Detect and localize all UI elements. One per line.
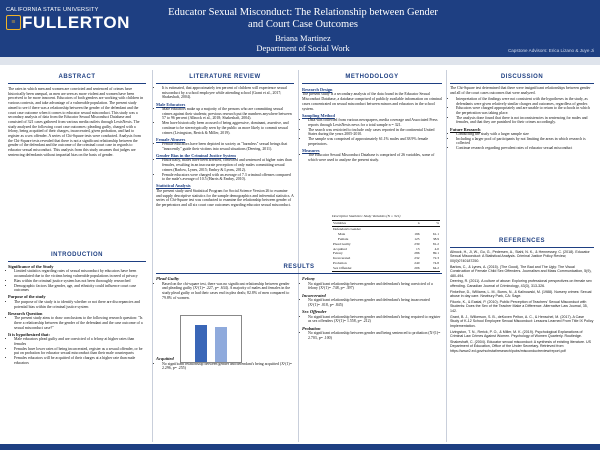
literature-intro-list [156,86,294,100]
list-item: • No significant relationship between gender and defendant's being convicted of a felony (X²(1)= .748, p= .397) [308,282,442,291]
table-cell-percent: 89.1 [432,251,439,256]
methodology-text [302,86,442,164]
literature-text [156,86,294,209]
probation-list [302,331,442,340]
sampling-method-title: Sampling Method [302,112,335,118]
table-cell-label: Felony [333,251,343,256]
research-question-title: Research Question [8,310,43,316]
list-item: • The analysis done found that there is not inconsistencies in sentencing for males and females, and that they are punished for their crimes accordingly. [456,116,594,125]
purpose-list [8,300,146,309]
discussion-text [450,86,594,152]
results-heading: RESULTS [283,264,315,270]
abstract-heading: ABSTRACT [58,74,96,80]
list-item: • Male educators make up a majority of the persons who are committing sexual crimes against their students; previous research put the numbers anywhere between 57 to 96 percent (Allnock et al., 2018; Shakeshaft, 2004). [162,107,294,121]
list-item: • Demographic factors like gender, age, and ethnicity could influence court case outcomes [14,284,146,293]
felony-title: Felony [302,276,315,281]
author-name: Briana Martinez [275,33,331,43]
table-cell-label: Male [338,231,346,236]
abstract-rule [8,83,146,84]
table-cell-percent: 4.0 [434,246,439,251]
introduction-rule [8,261,146,262]
discussion-heading: DISCUSSION [500,74,544,80]
university-logo [6,7,154,51]
table-cell-label: Sex Offender [333,266,352,271]
table-cell-n: 286 [414,251,420,256]
measures-title: Measures [302,147,320,153]
introduction-text [8,264,146,367]
column-divider [298,70,299,442]
female-abusers-list [156,142,294,151]
table-cell-n: 240 [414,261,420,266]
literature-rule [156,83,294,84]
chart-bar-female [215,327,227,362]
felony-list [302,282,442,291]
table-cell-percent: 64.2 [432,266,439,271]
table-cell-label: Acquitted [333,246,347,251]
references-rule [450,247,594,248]
hypothesis-list [8,337,146,365]
table-cell-percent: 72.3 [432,256,439,261]
literature-heading: LITERATURE REVIEW [189,74,261,80]
table-cell-n: 196 [414,231,420,236]
plead-guilty-title: Plead Guilty [156,276,180,281]
references-heading: REFERENCES [498,238,545,244]
list-item: • Educators were charged appropriately and are unable to return to the schools in which the perpetration was taking place. [456,106,594,115]
discussion-rule [450,83,594,84]
research-design-text: The present study is a secondary analysis of the data found in the Educator Sexual Misconduct Database, a database comprised of publicly available information on criminal cases concentrated on sexual misconduct between minors and educators in the school system. [302,92,442,111]
table-cell-n: 232 [414,256,420,261]
university-crest-icon: ≡ [6,15,21,30]
statistical-analysis-text: The present study used Statistical Program for Social Science Version 26 to examine and supply descriptive statistics for the sample demographics and inferential statistics. A series of Chi-Square test was conducted to examine the relationship between gender of the perpetrators and all six court case outcomes regarding educator sexual misconduct. [156,188,294,207]
table-cell-label: Female [338,236,349,241]
table-caption: Descriptive Statistics: Study Variables (N = 321) [332,214,401,218]
list-item: • Female educators were charged with an average of 7.3 criminal offenses compared to the male's average of 10.5 (Harris & Embry, 2010). [162,173,294,182]
table-cell-label: Plead Guilty [333,241,351,246]
list-item: • Data was collected from various newspapers, media coverage and Associated Press reports through LexisNexis news for a total sample n = 321. [308,118,442,127]
reference-item: Barlow, C., & Lynes, A. (2015). (The Good), The Bad and The Ugly: The Visual Construction of Female Child Sex Offenders. Journalism and Mass Communication, 5(9), 480-494. [450,264,592,278]
sex-offender-list [302,315,442,324]
table-cell-n: 206 [414,266,420,271]
chart-bar-male [195,325,207,362]
plead-guilty-chart [180,315,242,363]
column-divider [446,70,447,442]
plead-guilty-list [156,282,294,301]
table-header-cell: % [436,221,439,225]
reference-item: Grant, B. J., Wilkerson, S. B., deKoven Pelton, A. C., & Henschel, M. (2017). A Case Study of K-12 School Employee Sexual Misconduct: Lessons Learned From Title IX Policy Implementation. [450,314,594,328]
department-name: Department of Social Work [256,43,350,53]
methodology-heading: METHODOLOGY [345,74,399,80]
purpose-title: Purpose of the study [8,294,46,300]
reference-item: Finkelhor, D., Williams, L. M., Burns, N., & Kalinowski, M. (1988). Nursery crimes: Sexual abuse in day care. Newbury Park, CA: Sage. [450,289,592,299]
sex-offender-title: Sex Offender [302,309,327,314]
table-cell-n: 125 [414,236,420,241]
header-band [0,57,600,65]
university-name: FULLERTON [22,13,131,32]
reference-item: Livingston, T. N., Rerick, P. O., & Miller, M. K. (2019). Psychological Explanations of Criminal Law Crimes Against Women. Psychology of Women Quarterly. Routledge. [450,329,583,338]
gender-bias-title: Gender Bias in the Criminal Justice System [156,153,236,159]
list-item: • No significant relationship between gender and defendant's being acquitted (X²(1)= 2.296, p= .255) [162,362,294,371]
university-system: CALIFORNIA STATE UNIVERSITY [6,7,99,13]
incarcerated-title: Incarcerated [302,292,326,298]
list-item: • The sample was comprised of approximately 61.1% males and 38.9% female perpetrators. [308,137,442,146]
list-item: • No significant relationship between gender and defendant's being incarcerated (X²(1)= .018, p= .845) [308,298,442,307]
table-header-cell: Variables [333,221,347,225]
list-item: • The search was restricted to include only cases reported in the continental United States during the years 2005-2010. [308,128,442,137]
poster-title: Educator Sexual Misconduct: The Relationship between Gender and Court Case Outcomes [168,7,438,30]
table-cell-percent: 81.2 [432,241,439,246]
male-educators-list [156,107,294,135]
table-cell-label: Probation [333,261,347,266]
author-block [160,33,446,53]
references-list [450,250,594,355]
abstract-body: The rates in which men and women are convicted and sentenced of crimes have historically been unequal, as men are seen as more violent and women have been perceived to be more innocent. Educators of both genders are working with children in various contexts, and take advantage of a vulnerable population. The present study aimed to see if there was a relationship between the gender of the defendant and the court case outcome when it comes to educator sexual misconduct. This study was a secondary analysis of data from the Educator Sexual Misconduct Database and consisted of 321 cases gathered from various media outlets through LexisNexis. The study analyzed the following court case outcomes: pleading guilty, charged with a felony, being acquitted of their charges, incarcerated, given probation, and had to register as a sex offender. A series of Chi-Square tests were conducted. Analysis from the Chi-Square tests revealed that there is not a significant relationship between the gender of the defendant and the outcome of the criminal court case in regards to educator sexual misconduct. This analysis from this study assumes that judges are sentencing defendants without impartial bias on the basis of gender. [8,87,144,157]
table-cell-percent: 74.8 [432,261,439,266]
significance-list [8,269,146,293]
reference-item: Deering, R. (2011). A culture of abuse: Exploring professional perspectives on female sex offending. Canadian Journal of Criminology, 43(3), 313-326. [450,279,592,288]
footer-band [0,444,600,450]
list-item: • The Educator Sexual Misconduct Database is comprised of 26 variables, some of which were used to analyze the present study. [308,153,442,162]
gender-bias-list [156,158,294,182]
incarcerated-list [302,298,442,307]
acquitted-title: Acquitted [156,355,174,361]
list-item: • Female educators have been depicted in society as "harmless" sexual beings that "innocently" guide their victims into sexual situations (Deering, 2011). [162,142,294,151]
list-item: • It is estimated, that approximately ten percent of children will experience sexual misconduct by a school employee while attending school (Grant et al., 2017; Shakeshaft, 2004). [162,86,294,100]
discussion-body: The Chi-Square test determined that there were insignificant relationships between gender and all of the court cases outcomes that were analyzed. [450,86,591,95]
results-right-text [302,276,442,342]
future-research-title: Future Research [450,126,481,132]
list-item: • Bias within the criminal justice system has not been thoroughly researched [14,279,146,284]
list-item: • The present study aims to draw conclusions to the following research question: "Is there a relationship between the gender of the defendant and the case outcome of a sexual misconduct case?" [14,316,146,330]
significance-title: Significance of the Study [8,264,54,269]
list-item: • Men have historically been accused of being aggressive, dominant, assertive, and continue to be stereotypically seen by the public as more likely to commit sexual crimes (Livingston, Rerick & Miller, 2019). [162,121,294,135]
reference-item: Allnock, H., Ji, W., Gu, G., Pedersen, A., Stahl, N. K., & Hennessey, C. (2018). Educator Sexual Misconduct: A Statistical Analysis. Criminal Justice Policy Review, 00(0)0740187250. [450,250,590,263]
table-cell-label: Incarcerated [333,256,351,261]
table-cell-n: 13 [416,246,420,251]
statistical-analysis-title: Statistical Analysis [156,183,191,189]
list-item: • Limited statistics regarding rates of sexual misconduct by educators have been accumulated due to the victims being vulnerable populations in need of privacy [14,269,146,278]
table-header-cell: n [417,221,420,225]
table-cell-percent: 61.1 [432,231,439,236]
introduction-heading: INTRODUCTION [51,252,103,258]
list-item: • The purpose of the study is to identify whether or not there are discrepancies and potential bias within the criminal justice system [14,300,146,309]
list-item: • Interpretation of the findings were not consistent with the hypotheses in the study, as defendants were given relatively similar charges and outcomes, regardless of gender. [456,97,594,106]
female-abusers-title: Female Abusers [156,136,186,142]
results-rule [156,273,442,274]
research-question-list [8,316,146,330]
poster-header [0,0,600,57]
probation-title: Probation [302,325,321,331]
sampling-list [302,118,442,146]
table-cell-label: Defendant's Gender [333,226,361,231]
list-item: • No significant relationship between gender and being sentenced to probation (X²(1)= 2.703, p= .100) [308,331,442,340]
future-research-list [450,132,594,151]
measures-list [302,153,442,162]
list-item: • Continue research regarding prevalent rates of educator sexual misconduct [456,146,594,151]
list-item: • Including a larger pool of participants by not limiting the areas in which research is collected [456,137,594,146]
list-item: • Conducting the study with a larger sample size [456,132,594,137]
list-item: • Females have lower rates of being incarcerated, register as a sexual offender, or be put on probation for educator sexual misconduct than their male counterparts [14,347,146,356]
list-item: • Male educators plead guilty and are convicted of a felony at higher rates than females [14,337,146,346]
discussion-list [450,97,594,125]
list-item: • Based on the chi-square test, there was no significant relationship between gender and pleading guilty (X²(1)= .227, p= .634). A majority of males and females in the study plead guilty or had their cases end in plea deals; 82.8% of men compared to 79.8% of women. [162,282,294,301]
table-cell-n: 239 [414,241,420,246]
reference-item: Fikoric, K., & Eastal, P. (2010). Public Perception of Teachers' Sexual Misconduct with Students: Does the Sex of the Teacher Make a Difference. Alternative Law Journal, 35, 142. [450,300,588,313]
abstract-text [8,87,146,159]
hypothesis-title: It is hypothesized that: [8,331,50,337]
reference-item: Shakeshaft, C. (2004). Educator sexual misconduct: A synthesis of existing literature. US Department of Education, Office of the Under Secretary. Retrieved from https://www2.ed.gov/rschstat/research/pubs/misconductreview/report.pdf [450,339,592,353]
list-item: • No significant relationship between gender and defendant's being required to register as sex offenders (X²(1)= 1.558, p= .212) [308,315,442,324]
male-educators-title: Male Educators [156,101,186,107]
list-item: • Historically, males have been arrested, convicted and sentenced at higher rates than females, resulting in an inaccurate perception of only males committing sexual crimes (Barlow, Lynes, 2015; Embry & Lyons, 2012). [162,158,294,172]
methodology-rule [302,83,442,84]
table-cell-percent: 38.9 [432,236,439,241]
capstone-advisors: Capstone Advisors: Erica Lizano & Juye Ji [507,48,594,53]
research-design-title: Research Design [302,87,333,92]
list-item: • Females educators will be acquitted of their charges at a higher rate than male educators [14,356,146,365]
